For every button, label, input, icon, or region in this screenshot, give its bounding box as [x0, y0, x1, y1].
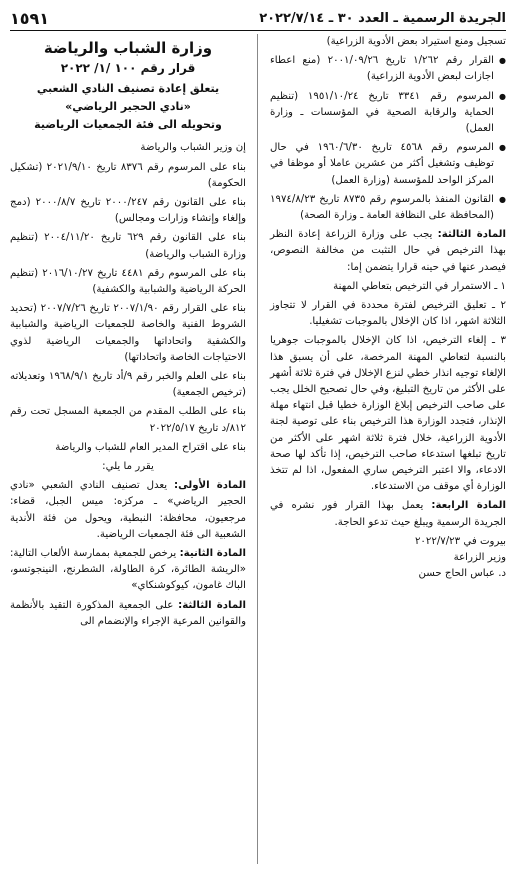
article-text: يعمل بهذا القرار فور نشره في الجريدة الرسمية ويبلغ حيث تدعو الحاجة. [270, 500, 506, 528]
left-column [10, 34, 246, 633]
decides-line: يقرر ما يلي: [102, 461, 154, 473]
page-number: ١٥٩١ [10, 8, 50, 28]
article-three-item-3: ٣ ـ إلغاء الترخيص، اذا كان الإخلال بالموجبات جوهريا بالنسبة لتعاطي المهنة المرخصة، على أن يسبق هذا الإلغاء توجيه انذار خطي لنزع الإخلال في فترة ثلاثة أشهر على الأكثر من تاريخ التبليغ، وفي حال تصحيح الخلل يجب على صاحب الترخيص إبلاغ الوزارة خطيا قبل انتهاء مهلة الإنذار، فتجدد الوزارة هذا الترخيص بناء على توصية لجنة الأدوية الزراعية، خلال فترة ثلاثة اشهر على الأكثر من تاريخ تبلغها استدعاء صاحب الترخيص، إذا تأكد لها صحة الادعاء، والا اعتبر الترخيص ساري المفعول، اذا لم تتخذ الوزارة أي موقف من الاستدعاء. [270, 335, 506, 493]
article-three-left [10, 598, 246, 630]
basis-item: بناء على اقتراح المدير العام للشباب والرياضة [55, 441, 246, 453]
article-label: المادة الثالثة: [437, 229, 506, 241]
bullet-item: ● القرار رقم ١/٢٦٢ تاريخ ٢٠٠١/٠٩/٢٦ (منع اعطاء اجازات لبعض الأدوية الزراعية) [270, 53, 506, 85]
article-three-item-1: ١ ـ الاستمرار في الترخيص بتعاطي المهنة [333, 280, 506, 292]
basis-item: بناء على القانون رقم ٢٠٠٠/٢٤٧ تاريخ ٢٠٠٠/٨/٧ (دمج وإلغاء وإنشاء وزارات ومجالس) [10, 197, 246, 225]
bullet-item: ● المرسوم رقم ٤٥٦٨ تاريخ ١٩٦٠/٦/٣٠ في حال توظيف وتشغيل أكثر من عشرين عاملا أو موظفا في المركز الواحد للمؤسسة (وزارة العمل) [270, 140, 506, 189]
basis-item: بناء على الطلب المقدم من الجمعية المسجل تحت رقم ٨١٢/د تاريخ ٢٠٢٢/٥/١٧ [10, 406, 246, 434]
decision-subject-2: «نادي الحجير الرياضي» [65, 100, 191, 114]
decision-number: قرار رقم ١٠٠ /١/ ٢٠٢٢ [60, 61, 196, 76]
signature-name: د. عباس الحاج حسن [418, 568, 506, 580]
signature-title: وزير الزراعة [453, 552, 506, 564]
article-text: يرخص للجمعية بممارسة الألعاب التالية: «الريشة الطائرة، كرة الطاولة، الشطرنج، النينجوتسو، الباك غامون، كيوكوشنكاي» [10, 548, 246, 592]
minister-intro: إن وزير الشباب والرياضة [140, 142, 246, 154]
article-label: المادة الأولى: [174, 480, 247, 492]
page-header [10, 6, 506, 31]
article-three [270, 227, 506, 276]
article-label: المادة الثالثة: [178, 599, 246, 611]
article-label: المادة الرابعة: [431, 500, 506, 512]
decision-subject-1: يتعلق إعادة تصنيف النادي الشعبي [36, 82, 220, 96]
decision-subject-3: وتحويله الى فئة الجمعيات الرياضية [34, 118, 222, 132]
basis-item: بناء على القرار رقم ٢٠٠٧/١/٩٠ تاريخ ٢٠٠٧/٧/٢٦ (تحديد الشروط الفنية والخاصة للجمعيات الرياضية والشبابية والكشفية واتحاداتها والجمعيات الرياضية لذوي الاحتياجات الخاصة واتحاداتها) [10, 303, 246, 363]
ministry-heading: وزارة الشباب والرياضة [43, 39, 213, 57]
article-text: يجب على وزارة الزراعة إعادة النظر بهذا الترخيص في حال التثبت من مخالفة النصوص، فيصدر عنها في حينه قرارا يتضمن إما: [270, 229, 506, 273]
basis-item: بناء على القانون رقم ٦٢٩ تاريخ ٢٠٠٤/١١/٢٠ (تنظيم وزارة الشباب والرياضة) [10, 232, 246, 260]
bullet-item: ● القانون المنفذ بالمرسوم رقم ٨٧٣٥ تاريخ ١٩٧٤/٨/٢٣ (المحافظة على النظافة العامة ـ وزارة الصحة) [270, 192, 506, 224]
signature-place-date: بيروت في ٢٠٢٢/٧/٢٣ [414, 535, 506, 547]
gazette-issue-title: الجريدة الرسمية ـ العدد ٣٠ ـ ٢٠٢٢/٧/١٤ [259, 10, 506, 26]
article-three-item-2: ٢ ـ تعليق الترخيص لفترة محددة في القرار لا تتجاوز الثلاثة اشهر، اذا كان الإخلال بالموجبات تشغيليا. [270, 300, 506, 328]
right-column [270, 34, 506, 583]
article-text: يعدل تصنيف النادي الشعبي «نادي الحجير الرياضي» ـ مركزه: ميس الجبل، قضاء: مرجعيون، محافظة: النبطية، ويحول من فئة الأندية الشعبية الى فئة الجمعيات الرياضية. [10, 480, 246, 540]
basis-item: بناء على المرسوم رقم ٤٤٨١ تاريخ ٢٠١٦/١٠/٢٧ (تنظيم الحركة الرياضية والشبابية والكشفية) [10, 267, 246, 296]
article-two [10, 546, 246, 595]
column-divider [257, 34, 258, 864]
basis-item: بناء على العلم والخبر رقم ٩/أد تاريخ ١٩٦٨/٩/١ وتعديلاته (ترخيص الجمعية) [10, 371, 247, 399]
article-one [10, 478, 246, 543]
article-text: على الجمعية المذكورة التقيد بالأنظمة والقوانين المرعية الإجراء والإنضمام الى [10, 599, 246, 627]
article-four [270, 498, 506, 530]
basis-item: بناء على المرسوم رقم ٨٣٧٦ تاريخ ٢٠٢١/٩/١٠ (تشكيل الحكومة) [10, 161, 246, 189]
intro-text: تسجيل ومنع استيراد بعض الأدوية الزراعية) [326, 36, 506, 47]
bullet-item: ● المرسوم رقم ٣٣٤١ تاريخ ١٩٥١/١٠/٢٤ (تنظيم الحماية والرقابة الصحية في المؤسسات ـ وزارة العمل) [270, 89, 506, 138]
article-label: المادة الثانية: [179, 548, 246, 560]
